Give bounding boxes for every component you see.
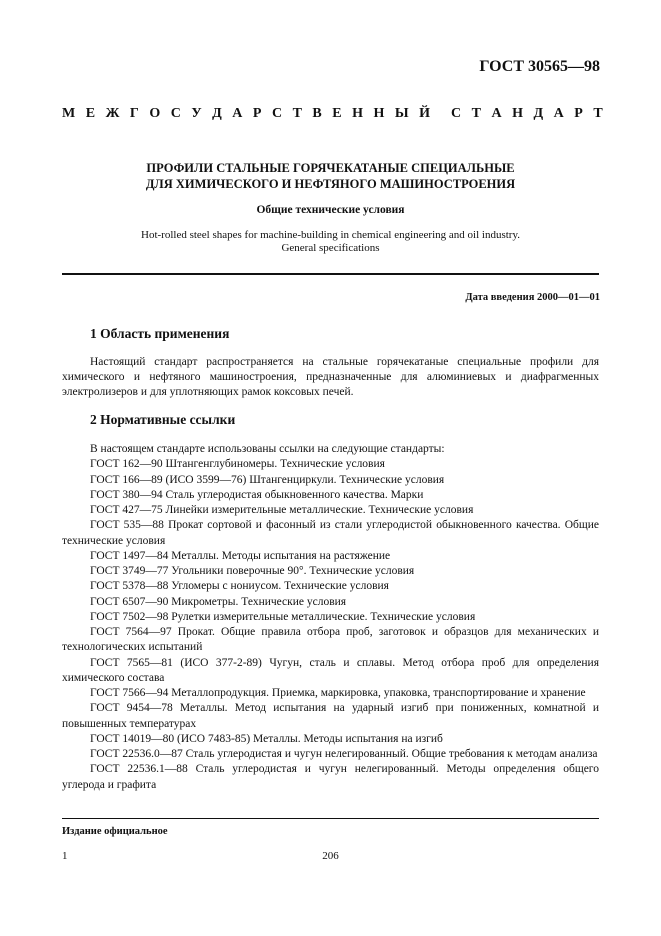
banner-letter: М bbox=[62, 106, 76, 121]
document-title bbox=[0, 160, 661, 192]
references-intro: В настоящем стандарте использованы ссылки на следующие стандарты: bbox=[90, 443, 445, 455]
banner-letter: А bbox=[553, 106, 564, 121]
interstate-standard-banner bbox=[62, 106, 603, 122]
page-marker: 1 bbox=[62, 850, 68, 862]
banner-letter: Н bbox=[352, 106, 363, 121]
banner-letter: Ы bbox=[394, 106, 409, 121]
banner-letter: Р bbox=[252, 106, 262, 121]
reference-item: ГОСТ 7565—81 (ИСО 377-2-89) Чугун, сталь и сплавы. Метод отбора проб для определения химического состава bbox=[62, 656, 599, 684]
banner-letter: А bbox=[491, 106, 502, 121]
banner-letter: В bbox=[312, 106, 322, 121]
reference-item: ГОСТ 3749—77 Угольники поверочные 90°. Технические условия bbox=[90, 565, 415, 577]
reference-item: ГОСТ 22536.0—87 Сталь углеродистая и чугун нелегированный. Общие требования к методам анализа bbox=[90, 748, 598, 760]
official-edition-label: Издание официальное bbox=[62, 826, 168, 837]
banner-letter: С bbox=[271, 106, 283, 121]
reference-item: ГОСТ 7564—97 Прокат. Общие правила отбора проб, заготовок и образцов для механических и технологических испытаний bbox=[62, 626, 599, 654]
banner-letter: Д bbox=[533, 106, 544, 121]
introduction-date: Дата введения 2000—01—01 bbox=[465, 292, 600, 303]
reference-item: ГОСТ 535—88 Прокат сортовой и фасонный из стали углеродистой обыкновенного качества. Общие технические условия bbox=[62, 519, 599, 547]
banner-letter: У bbox=[191, 106, 202, 121]
reference-item: ГОСТ 14019—80 (ИСО 7483-85) Металлы. Методы испытания на изгиб bbox=[90, 732, 443, 745]
english-title-line-2: General specifications bbox=[281, 242, 380, 254]
reference-item: ГОСТ 22536.1—88 Сталь углеродистая и чугун нелегированный. Методы определения общего углерода и графита bbox=[62, 763, 599, 791]
reference-item: ГОСТ 427—75 Линейки измерительные металлические. Технические условия bbox=[90, 504, 474, 516]
reference-item: ГОСТ 7502—98 Рулетки измерительные металлические. Технические условия bbox=[90, 610, 476, 623]
english-title-line-1: Hot-rolled steel shapes for machine-building in chemical engineering and oil industry. bbox=[141, 229, 520, 241]
document-subtitle: Общие технические условия bbox=[256, 204, 405, 216]
section-1-paragraph: Настоящий стандарт распространяется на стальные горячекатаные специальные профили для химического и нефтяного машиностроения, предназначенные для алюминиевых и диафрагменных электролизеров и для уплотняющих рамок коксовых печей. bbox=[62, 356, 599, 399]
title-line-1: ПРОФИЛИ СТАЛЬНЫЕ ГОРЯЧЕКАТАНЫЕ СПЕЦИАЛЬНЫЕ bbox=[146, 161, 515, 175]
banner-letter: А bbox=[232, 106, 243, 121]
banner-letter: Т bbox=[471, 106, 481, 121]
banner-letter: Е bbox=[85, 106, 96, 121]
footer-divider bbox=[62, 818, 599, 819]
section-2-heading: 2 Нормативные ссылки bbox=[90, 412, 236, 427]
banner-letter: Т bbox=[593, 106, 603, 121]
banner-letter: Й bbox=[419, 106, 431, 121]
reference-item: ГОСТ 162—90 Штангенглубиномеры. Технические условия bbox=[90, 458, 385, 471]
reference-item: ГОСТ 5378—88 Угломеры с нониусом. Технические условия bbox=[90, 580, 389, 593]
banner-letter: О bbox=[149, 106, 161, 121]
banner-letter: С bbox=[451, 106, 462, 121]
reference-item: ГОСТ 7566—94 Металлопродукция. Приемка, маркировка, упаковка, транспортирование и хранение bbox=[90, 687, 586, 699]
page-number: 206 bbox=[322, 850, 339, 862]
reference-item: ГОСТ 380—94 Сталь углеродистая обыкновенного качества. Марки bbox=[90, 488, 424, 501]
banner-letter: Н bbox=[373, 106, 385, 121]
references-list bbox=[62, 442, 599, 793]
gost-number: ГОСТ 30565—98 bbox=[479, 58, 600, 75]
banner-letter: Д bbox=[212, 106, 222, 121]
banner-letter: Т bbox=[292, 106, 302, 121]
reference-item: ГОСТ 6507—90 Микрометры. Технические условия bbox=[90, 595, 347, 608]
reference-item: ГОСТ 166—89 (ИСО 3599—76) Штангенциркули. Технические условия bbox=[90, 473, 445, 486]
banner-letter: Г bbox=[129, 106, 139, 121]
banner-letter: Н bbox=[512, 106, 524, 121]
english-title bbox=[0, 229, 661, 255]
header-divider bbox=[62, 273, 599, 275]
banner-letter: Р bbox=[574, 106, 583, 121]
banner-letter: Е bbox=[332, 106, 342, 121]
title-line-2: ДЛЯ ХИМИЧЕСКОГО И НЕФТЯНОГО МАШИНОСТРОЕНИЯ bbox=[145, 177, 516, 191]
reference-item: ГОСТ 9454—78 Металлы. Метод испытания на ударный изгиб при пониженных, комнатной и повышенных температурах bbox=[62, 702, 599, 730]
banner-letter: С bbox=[170, 106, 181, 121]
section-1-heading: 1 Область применения bbox=[90, 326, 230, 341]
reference-item: ГОСТ 1497—84 Металлы. Методы испытания на растяжение bbox=[90, 549, 391, 562]
banner-letter: Ж bbox=[105, 106, 120, 121]
section-1-body bbox=[62, 355, 599, 401]
